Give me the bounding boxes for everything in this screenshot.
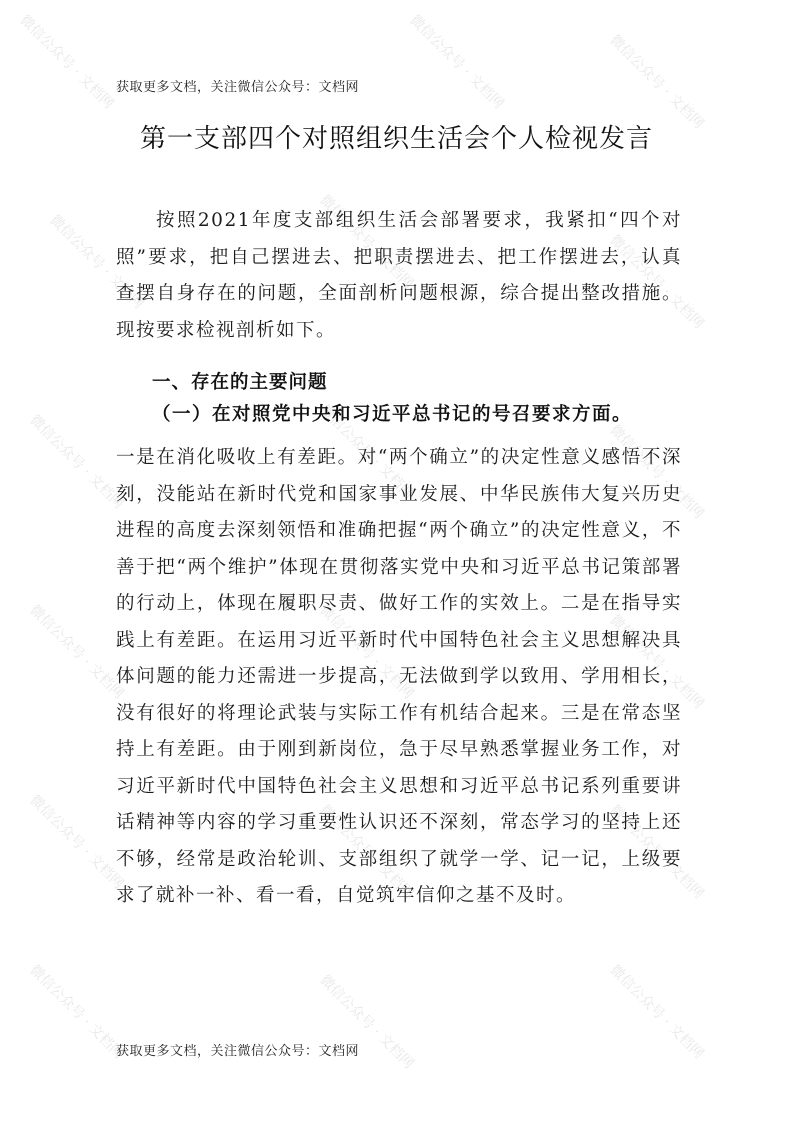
watermark: 微信公众号 · 文档网 (316, 602, 417, 703)
watermark: 微信公众号 · 文档网 (26, 602, 127, 703)
section-heading: 一、存在的主要问题 (152, 372, 328, 393)
watermark: 微信公众号 · 文档网 (26, 962, 127, 1063)
header-promo-note: 获取更多文档，关注微信公众号：文档网 (116, 80, 360, 95)
watermark: 微信公众号 · 文档网 (26, 792, 127, 893)
watermark: 微信公众号 · 文档网 (316, 192, 417, 293)
watermark: 微信公众号 · 文档网 (606, 422, 707, 523)
subsection-heading: （一）在对照党中央和习近平总书记的号召要求方面。 (152, 404, 633, 425)
watermark: 微信公众号 · 文档网 (316, 972, 417, 1073)
watermark: 微信公众号 · 文档网 (16, 12, 117, 113)
footer-promo-note: 获取更多文档，关注微信公众号：文档网 (116, 1044, 360, 1059)
watermark: 微信公众号 · 文档网 (606, 962, 707, 1063)
watermark: 微信公众号 · 文档网 (606, 612, 707, 713)
document-title: 第一支部四个对照组织生活会个人检视发言 (139, 124, 653, 154)
watermark: 微信公众号 · 文档网 (26, 412, 127, 513)
watermark: 微信公众号 · 文档网 (316, 402, 417, 503)
watermark: 微信公众号 · 文档网 (46, 212, 147, 313)
watermark: 微信公众号 · 文档网 (406, 12, 507, 113)
watermark: 微信公众号 · 文档网 (606, 232, 707, 333)
watermark: 微信公众号 · 文档网 (606, 32, 707, 133)
body-paragraph: 一是在消化吸收上有差距。对“两个确立”的决定性意义感悟不深刻，没能站在新时代党和国家事业发展、中华民族伟大复兴历史进程的高度去深刻领悟和准确把握“两个确立”的决定性意义，不善于把“两个维护”体现在贯彻落实党中央和习近平总书记策部署的行动上，体现在履职尽责、做好工作的实效上。二是在指导实践上有差距。在运用习近平新时代中国特色社会主义思想解决具体问题的能力还需进一步提高，无法做到学以致用、学用相长，没有很好的将理论武装与实际工作有机结合起来。三是在常态坚持上有差距。由于刚到新岗位，急于尽早熟悉掌握业务工作，对习近平新时代中国特色社会主义思想和习近平总书记系列重要讲话精神等内容的学习重要性认识还不深刻，常态学习的坚持上还不够，经常是政治轮训、支部组织了就学一学、记一记，上级要求了就补一补、看一看，自觉筑牢信仰之基不及时。 (116, 447, 682, 906)
intro-paragraph: 按照2021年度支部组织生活会部署要求，我紧扣“四个对照”要求，把自己摆进去、把职责摆进去、把工作摆进去，认真查摆自身存在的问题，全面剖析问题根源，综合提出整改措施。现按要求检视剖析如下。 (116, 210, 682, 341)
watermark: 微信公众号 · 文档网 (316, 802, 417, 903)
watermark: 微信公众号 · 文档网 (606, 802, 707, 903)
